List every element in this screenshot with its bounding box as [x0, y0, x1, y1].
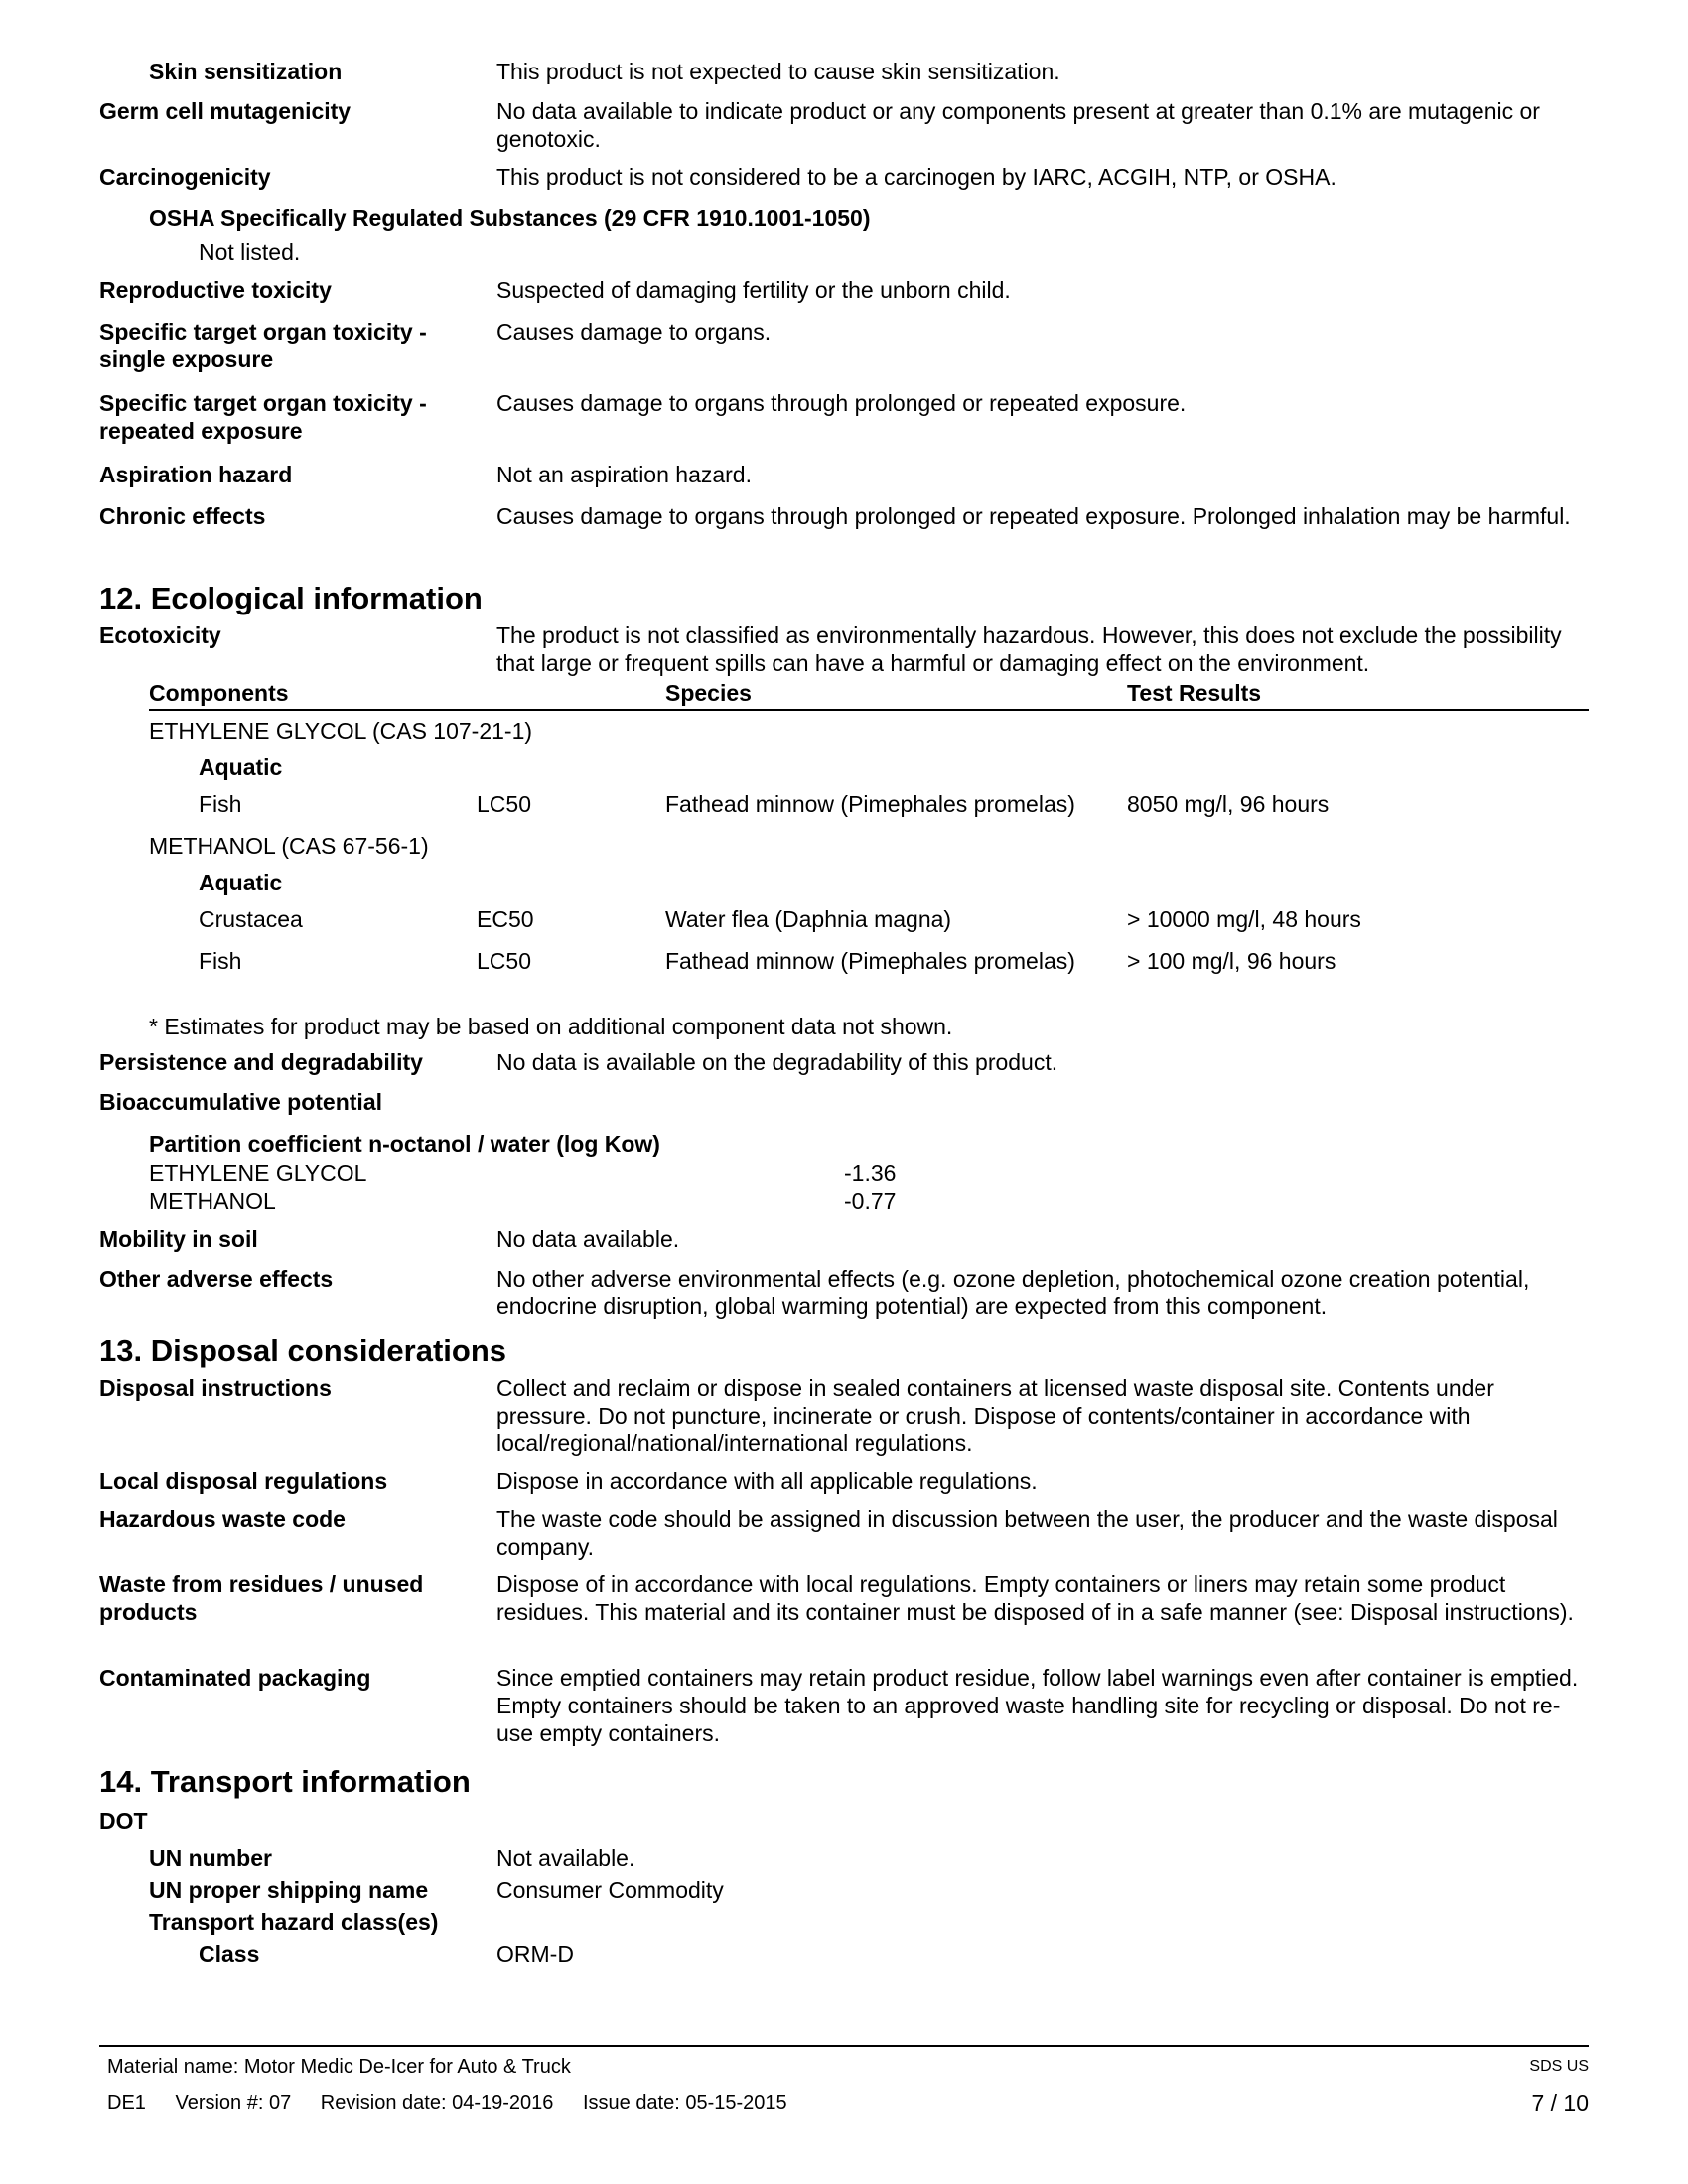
header-test-results: Test Results [1127, 680, 1262, 706]
persistence-row [99, 1048, 1589, 1088]
section-title-ecological: 12. Ecological information [99, 581, 483, 615]
field-value: This product is not expected to cause skin sensitization. [496, 59, 1060, 84]
partition-row [149, 1160, 1589, 1187]
field-label: Specific target organ toxicity - single exposure [99, 319, 427, 372]
germ-cell-row [99, 97, 1589, 163]
component-name: ETHYLENE GLYCOL (CAS 107-21-1) [149, 718, 533, 744]
field-label: Mobility in soil [99, 1226, 258, 1252]
table-row [149, 947, 1589, 1013]
partition-value: -0.77 [844, 1188, 897, 1214]
field-label: Class [199, 1941, 260, 1967]
section-title-disposal: 13. Disposal considerations [99, 1333, 507, 1368]
field-value: Not available. [496, 1845, 635, 1871]
skin-sensitization-row [99, 58, 1589, 97]
field-value: This product is not considered to be a carcinogen by IARC, ACGIH, NTP, or OSHA. [496, 164, 1336, 190]
footer-top-row [99, 2053, 1589, 2081]
field-value: Dispose in accordance with all applicable regulations. [496, 1468, 1038, 1494]
sds-label: SDS US [1529, 2058, 1589, 2075]
cell-type: Fish [199, 791, 242, 817]
estimates-note: * Estimates for product may be based on additional component data not shown. [149, 1014, 953, 1039]
field-value: Since emptied containers may retain product residue, follow label warnings even after container is emptied. Empty containers should be taken to an approved waste handling site for recycling or disposal. Do not re-use empty containers. [496, 1665, 1579, 1746]
section-title-transport: 14. Transport information [99, 1764, 471, 1799]
carcinogenicity-row [99, 163, 1589, 205]
field-label: Waste from residues / unused products [99, 1571, 424, 1625]
disposal-instructions-row [99, 1374, 1589, 1467]
page-footer [99, 2045, 1589, 2116]
field-label: UN proper shipping name [149, 1877, 429, 1903]
stot-single-row [99, 318, 1589, 389]
field-label: UN number [149, 1845, 272, 1871]
stot-repeated-row [99, 389, 1589, 461]
material-name: Material name: Motor Medic De-Icer for Auto & Truck [107, 2056, 571, 2078]
field-value: The product is not classified as environmentally hazardous. However, this does not exclude the possibility that large or frequent spills can have a harmful or damaging effect on the environment. [496, 622, 1562, 676]
cell-species: Water flea (Daphnia magna) [665, 906, 952, 932]
field-label: Local disposal regulations [99, 1468, 388, 1494]
field-label: Contaminated packaging [99, 1665, 371, 1691]
bioaccumulative-label: Bioaccumulative potential [99, 1089, 383, 1115]
field-label: Other adverse effects [99, 1266, 334, 1292]
field-value: Consumer Commodity [496, 1877, 724, 1903]
component-name: METHANOL (CAS 67-56-1) [149, 833, 429, 859]
field-label: Hazardous waste code [99, 1506, 346, 1532]
un-number-row [99, 1844, 1589, 1876]
component-group: Aquatic [199, 754, 283, 780]
table-row [149, 905, 1589, 947]
page-number: 7 / 10 [1531, 2090, 1589, 2116]
partition-value: -1.36 [844, 1160, 897, 1186]
cell-species: Fathead minnow (Pimephales promelas) [665, 791, 1075, 817]
field-label: Persistence and degradability [99, 1049, 423, 1075]
field-value: Dispose of in accordance with local regulations. Empty containers or liners may retain some product residues. This material and its container must be disposed of in a safe manner (see: Disposal instructions). [496, 1571, 1574, 1625]
cell-result: > 10000 mg/l, 48 hours [1127, 906, 1361, 932]
table-row [149, 790, 1589, 832]
field-value: Causes damage to organs. [496, 319, 772, 344]
component-group: Aquatic [199, 870, 283, 895]
field-label: Carcinogenicity [99, 164, 271, 190]
other-adverse-row [99, 1265, 1589, 1332]
field-label: Reproductive toxicity [99, 277, 332, 303]
version-number: Version #: 07 [175, 2092, 292, 2114]
footer-bottom-row [99, 2089, 1589, 2116]
aspiration-row [99, 461, 1589, 502]
cell-test: LC50 [477, 791, 531, 817]
partition-coefficient-block [149, 1130, 1589, 1225]
partition-substance: ETHYLENE GLYCOL [149, 1160, 367, 1186]
field-value: Causes damage to organs through prolonged or repeated exposure. [496, 390, 1187, 416]
header-species: Species [665, 680, 752, 706]
osha-value: Not listed. [199, 239, 301, 265]
field-label: Ecotoxicity [99, 622, 221, 648]
class-row [99, 1940, 1589, 1972]
field-label: Chronic effects [99, 503, 266, 529]
ecotox-components-table [149, 679, 1589, 1013]
cell-result: > 100 mg/l, 96 hours [1127, 948, 1336, 974]
local-disposal-row [99, 1467, 1589, 1505]
cell-test: EC50 [477, 906, 534, 932]
field-value: Suspected of damaging fertility or the unborn child. [496, 277, 1011, 303]
field-value: Not an aspiration hazard. [496, 462, 752, 487]
field-value: No other adverse environmental effects (e.g. ozone depletion, photochemical ozone creation potential, endocrine disruption, global warming potential) are expected from this component. [496, 1266, 1530, 1319]
document-body [99, 58, 1589, 1972]
revision-date: Revision date: 04-19-2016 [320, 2092, 554, 2114]
mobility-row [99, 1225, 1589, 1265]
hazardous-waste-row [99, 1505, 1589, 1570]
contaminated-packaging-row [99, 1664, 1589, 1763]
cell-species: Fathead minnow (Pimephales promelas) [665, 948, 1075, 974]
field-value: Causes damage to organs through prolonged or repeated exposure. Prolonged inhalation may be harmful. [496, 503, 1571, 529]
field-value: No data available. [496, 1226, 680, 1252]
field-value: No data is available on the degradability of this product. [496, 1049, 1058, 1075]
reproductive-toxicity-row [99, 276, 1589, 318]
field-label: Specific target organ toxicity - repeated exposure [99, 390, 427, 444]
product-code: DE1 [107, 2092, 146, 2114]
field-label: Disposal instructions [99, 1375, 332, 1401]
partition-label: Partition coefficient n-octanol / water (log Kow) [149, 1131, 660, 1157]
header-components: Components [149, 680, 289, 706]
cell-result: 8050 mg/l, 96 hours [1127, 791, 1330, 817]
field-label: Germ cell mutagenicity [99, 98, 352, 124]
cell-type: Fish [199, 948, 242, 974]
field-value: No data available to indicate product or any components present at greater than 0.1% are mutagenic or genotoxic. [496, 98, 1540, 152]
issue-date: Issue date: 05-15-2015 [582, 2092, 787, 2114]
osha-heading: OSHA Specifically Regulated Substances (29 CFR 1910.1001-1050) [149, 205, 871, 231]
cell-type: Crustacea [199, 906, 303, 932]
field-value: ORM-D [496, 1941, 574, 1967]
chronic-effects-row [99, 502, 1589, 580]
field-label: Skin sensitization [149, 59, 343, 84]
table-header [149, 679, 1589, 711]
ecotoxicity-row [99, 621, 1589, 679]
dot-label: DOT [99, 1808, 148, 1834]
cell-test: LC50 [477, 948, 531, 974]
hazard-class-heading: Transport hazard class(es) [149, 1909, 439, 1935]
field-value: The waste code should be assigned in discussion between the user, the producer and the waste disposal company. [496, 1506, 1558, 1560]
partition-row [149, 1187, 1589, 1225]
waste-residues-row [99, 1570, 1589, 1664]
partition-substance: METHANOL [149, 1188, 276, 1214]
field-label: Aspiration hazard [99, 462, 293, 487]
shipping-name-row [99, 1876, 1589, 1908]
field-value: Collect and reclaim or dispose in sealed containers at licensed waste disposal site. Contents under pressure. Do not puncture, incinerate or crush. Dispose of contents/container in accordance with local/regional/national/international regulations. [496, 1375, 1494, 1456]
